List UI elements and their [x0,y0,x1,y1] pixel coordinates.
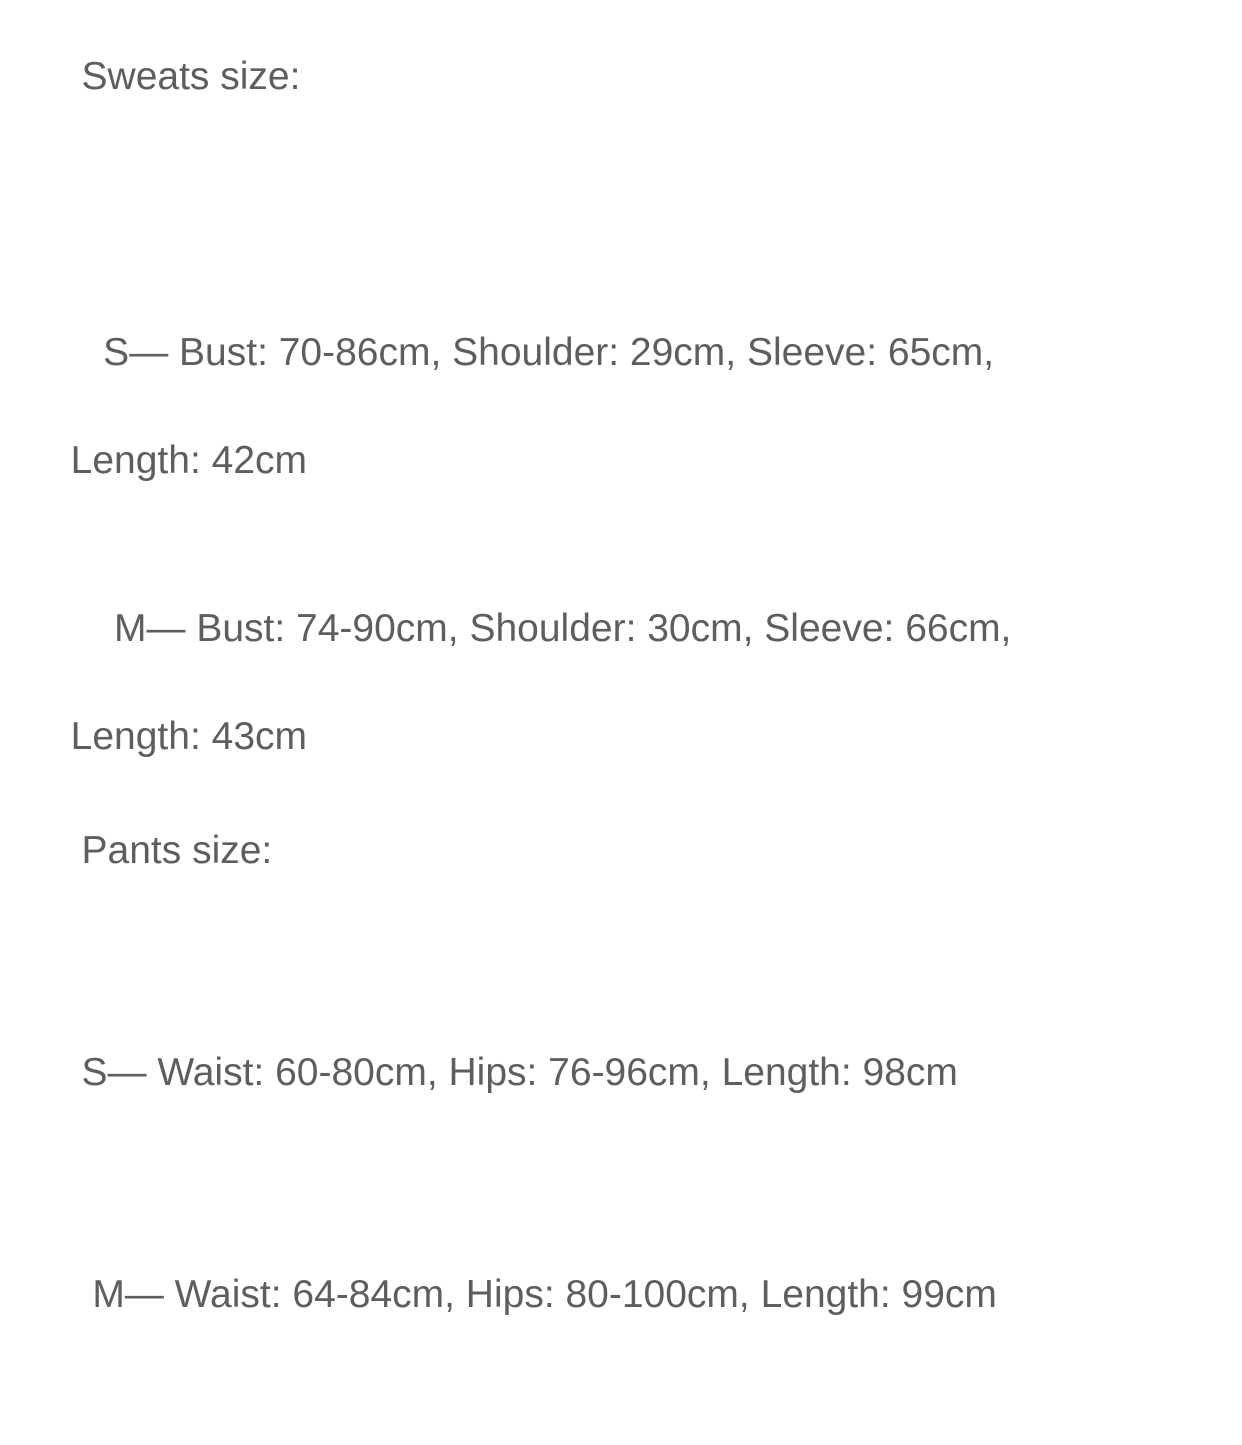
pants-size-heading: Pants size: [49,829,273,872]
sweats-size-m-length: Length: 43cm [70,715,307,758]
sweats-size-m-line: M— Bust: 74-90cm, Shoulder: 30cm, Sleeve: 66cm, [70,607,1012,650]
sweats-size-s-length: Length: 42cm [70,439,307,482]
pants-size-m: M— Waist: 64-84cm, Hips: 80-100cm, Length: 99cm [49,1273,997,1316]
sweats-size-s-line: S— Bust: 70-86cm, Shoulder: 29cm, Sleeve: 65cm, [70,331,995,374]
sweats-size-m [0,548,1149,764]
sweats-size-s [0,272,1149,488]
pants-size-s: S— Waist: 60-80cm, Hips: 76-96cm, Length: 98cm [49,1051,958,1094]
sweats-size-heading: Sweats size: [49,55,301,98]
